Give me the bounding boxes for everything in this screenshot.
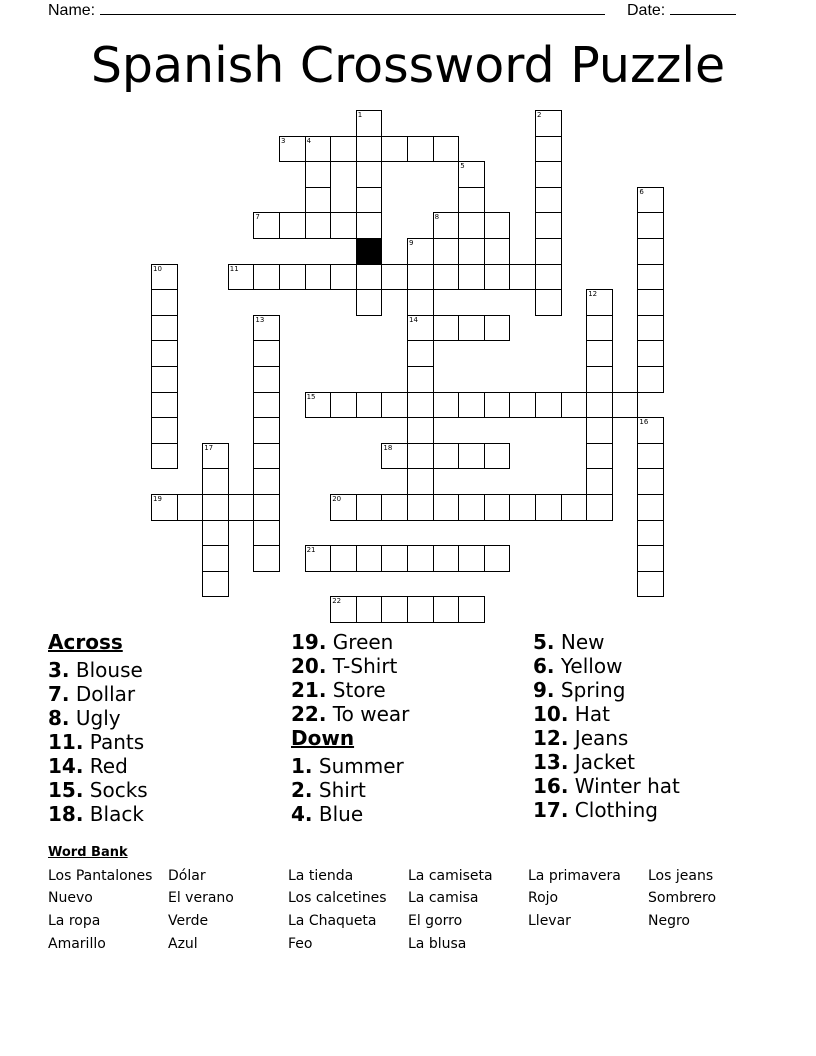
word-bank-item: La primavera	[528, 868, 621, 884]
grid-cell[interactable]	[253, 366, 280, 393]
grid-cell[interactable]	[330, 212, 357, 239]
cell-number: 15	[306, 392, 316, 401]
word-bank-item: Verde	[168, 913, 209, 929]
grid-cell[interactable]	[381, 494, 408, 521]
grid-cell[interactable]	[356, 596, 383, 623]
grid-cell[interactable]	[253, 494, 280, 521]
clue	[533, 726, 680, 750]
clue-number: 1.	[291, 754, 313, 778]
clue-number: 10.	[533, 702, 569, 726]
cell-number: 5	[460, 162, 465, 171]
word-bank-item: La camisa	[408, 890, 479, 906]
word-bank-item: La camiseta	[408, 868, 493, 884]
cell-number: 17	[204, 443, 214, 452]
clue-number: 9.	[533, 678, 555, 702]
grid-cell[interactable]	[535, 161, 562, 188]
grid-cell[interactable]	[509, 392, 536, 419]
word-bank-item: Los Pantalones	[48, 868, 153, 884]
grid-cell[interactable]	[612, 392, 639, 419]
clue-text: Pants	[83, 730, 145, 754]
word-bank-item: El verano	[168, 890, 234, 906]
cell-number: 6	[639, 187, 644, 196]
clue	[533, 750, 680, 774]
grid-cell[interactable]	[356, 161, 383, 188]
grid-cell[interactable]	[202, 571, 229, 598]
cell-number: 16	[639, 418, 649, 427]
grid-cell[interactable]	[458, 264, 485, 291]
word-bank-item: La blusa	[408, 936, 467, 952]
grid-cell[interactable]	[381, 596, 408, 623]
grid-cell[interactable]	[407, 289, 434, 316]
grid-cell[interactable]	[637, 315, 664, 342]
clue-number: 8.	[48, 706, 70, 730]
grid-cell[interactable]	[535, 238, 562, 265]
grid-cell[interactable]	[305, 187, 332, 214]
grid-cell[interactable]	[253, 520, 280, 547]
grid-cell[interactable]	[637, 443, 664, 470]
grid-cell[interactable]	[637, 289, 664, 316]
clue-number: 16.	[533, 774, 569, 798]
grid-cell[interactable]	[202, 545, 229, 572]
grid-cell[interactable]	[151, 315, 178, 342]
grid-cell[interactable]	[305, 264, 332, 291]
grid-cell[interactable]	[561, 392, 588, 419]
clue-number: 2.	[291, 778, 313, 802]
cell-number: 1	[357, 111, 363, 119]
cell-number: 4	[306, 136, 312, 145]
clue	[48, 754, 148, 778]
grid-cell[interactable]	[484, 212, 511, 239]
name-field[interactable]	[48, 0, 605, 20]
grid-cell[interactable]	[381, 392, 408, 419]
clue-text: Summer	[312, 754, 404, 778]
clue	[533, 630, 680, 654]
grid-cell[interactable]	[407, 136, 434, 163]
grid-cell[interactable]	[407, 494, 434, 521]
name-blank[interactable]	[100, 0, 605, 15]
clue-number: 14.	[48, 754, 84, 778]
grid-cell[interactable]	[535, 392, 562, 419]
grid-cell[interactable]	[535, 187, 562, 214]
date-label: Date:	[627, 2, 666, 19]
clue-number: 22.	[291, 702, 327, 726]
grid-cell[interactable]	[330, 545, 357, 572]
word-bank-item: Rojo	[528, 890, 559, 906]
grid-cell[interactable]	[356, 136, 383, 163]
grid-cell[interactable]	[151, 289, 178, 316]
word-bank-item: La ropa	[48, 913, 101, 929]
grid-cell[interactable]	[279, 264, 306, 291]
grid-cell[interactable]	[407, 340, 434, 367]
word-bank-item: La Chaqueta	[288, 913, 377, 929]
grid-cell[interactable]	[202, 520, 229, 547]
grid-cell[interactable]	[228, 494, 255, 521]
clue-number: 12.	[533, 726, 569, 750]
word-bank-title: Word Bank	[48, 845, 128, 860]
clue-number: 4.	[291, 802, 313, 826]
grid-cell[interactable]	[458, 392, 485, 419]
word-bank-item: Azul	[168, 936, 198, 952]
clue-text: Ugly	[69, 706, 121, 730]
word-bank-item: Los jeans	[648, 868, 714, 884]
black-square	[356, 238, 383, 265]
cell-number: 22	[332, 597, 342, 606]
grid-cell[interactable]	[330, 392, 357, 419]
grid-cell[interactable]	[586, 340, 613, 367]
word-bank-item: Nuevo	[48, 890, 93, 906]
cell-number: 2	[537, 111, 542, 119]
word-bank-item: Amarillo	[48, 936, 106, 952]
grid-cell[interactable]	[484, 443, 511, 470]
grid-cell[interactable]	[356, 264, 383, 291]
grid-cell[interactable]	[279, 212, 306, 239]
clue	[533, 774, 680, 798]
grid-cell[interactable]	[381, 136, 408, 163]
clue	[291, 754, 409, 778]
grid-cell[interactable]	[177, 494, 204, 521]
grid-cell[interactable]	[586, 315, 613, 342]
clue	[48, 802, 148, 826]
clue-text: New	[554, 630, 605, 654]
clue	[291, 678, 409, 702]
grid-cell[interactable]	[330, 136, 357, 163]
word-bank-item: La tienda	[288, 868, 354, 884]
grid-cell[interactable]	[458, 212, 485, 239]
grid-cell[interactable]	[433, 545, 460, 572]
grid-cell[interactable]	[458, 596, 485, 623]
grid-cell[interactable]	[356, 212, 383, 239]
clue	[533, 678, 680, 702]
clue-text: Clothing	[568, 798, 658, 822]
page-title: Spanish Crossword Puzzle	[90, 37, 726, 94]
grid-cell[interactable]	[151, 443, 178, 470]
clue-text: Green	[326, 630, 394, 654]
grid-cell[interactable]	[637, 366, 664, 393]
clue-text: Dollar	[69, 682, 136, 706]
word-bank-item: Sombrero	[648, 890, 717, 906]
grid-cell[interactable]	[458, 443, 485, 470]
clues-column-1	[48, 630, 148, 826]
clue-text: To wear	[326, 702, 410, 726]
grid-cell[interactable]	[433, 264, 460, 291]
grid-cell[interactable]	[407, 417, 434, 444]
grid-cell[interactable]	[253, 468, 280, 495]
clue-number: 7.	[48, 682, 70, 706]
grid-cell[interactable]	[484, 545, 511, 572]
cell-number: 3	[281, 136, 286, 145]
cell-number: 9	[409, 239, 414, 247]
grid-cell[interactable]	[151, 392, 178, 419]
clue	[48, 730, 148, 754]
grid-cell[interactable]	[253, 417, 280, 444]
clue-text: Red	[83, 754, 128, 778]
grid-cell[interactable]	[458, 187, 485, 214]
clue-text: Hat	[568, 702, 610, 726]
cell-number: 21	[306, 546, 316, 555]
clue-number: 17.	[533, 798, 569, 822]
grid-cell[interactable]	[151, 340, 178, 367]
word-bank-item: Los calcetines	[288, 890, 387, 906]
grid-cell[interactable]	[458, 545, 485, 572]
grid-cell[interactable]	[356, 494, 383, 521]
grid-cell[interactable]	[407, 264, 434, 291]
across-heading: Across	[48, 630, 123, 654]
clues-column-2	[291, 630, 409, 826]
clue-number: 3.	[48, 658, 70, 682]
clue-text: Black	[83, 802, 144, 826]
clue	[291, 702, 409, 726]
grid-cell[interactable]	[561, 494, 588, 521]
clue	[291, 778, 409, 802]
cell-number: 20	[332, 495, 342, 503]
grid-cell[interactable]	[484, 392, 511, 419]
cell-number: 18	[383, 443, 393, 452]
grid-cell[interactable]	[202, 468, 229, 495]
clue	[48, 778, 148, 802]
grid-cell[interactable]	[535, 264, 562, 291]
grid-cell[interactable]	[637, 545, 664, 572]
clue	[291, 630, 409, 654]
cell-number: 13	[255, 315, 265, 324]
grid-cell[interactable]	[381, 545, 408, 572]
clue-number: 20.	[291, 654, 327, 678]
clue-text: Jacket	[568, 750, 635, 774]
clue-number: 5.	[533, 630, 555, 654]
cell-number: 14	[409, 315, 418, 324]
grid-cell[interactable]	[586, 443, 613, 470]
grid-cell[interactable]	[637, 468, 664, 495]
grid-cell[interactable]	[509, 494, 536, 521]
grid-cell[interactable]	[202, 494, 229, 521]
clue-text: Blue	[312, 802, 364, 826]
clue-text: Spring	[554, 678, 626, 702]
clue-text: Shirt	[312, 778, 366, 802]
grid-cell[interactable]	[253, 545, 280, 572]
grid-cell[interactable]	[433, 392, 460, 419]
grid-cell[interactable]	[586, 392, 613, 419]
clue-text: Socks	[83, 778, 148, 802]
clue	[533, 798, 680, 822]
grid-cell[interactable]	[586, 366, 613, 393]
grid-cell[interactable]	[535, 212, 562, 239]
grid-cell[interactable]	[458, 494, 485, 521]
clue-number: 11.	[48, 730, 84, 754]
grid-cell[interactable]	[586, 417, 613, 444]
clue-text: Yellow	[554, 654, 623, 678]
grid-cell[interactable]	[151, 417, 178, 444]
word-bank-item: Negro	[648, 913, 690, 929]
grid-cell[interactable]	[407, 366, 434, 393]
word-bank-item: Dólar	[168, 868, 206, 884]
date-field[interactable]	[627, 0, 736, 20]
grid-cell[interactable]	[535, 289, 562, 316]
clue-number: 13.	[533, 750, 569, 774]
grid-cell[interactable]	[433, 596, 460, 623]
grid-cell[interactable]	[356, 545, 383, 572]
date-blank[interactable]	[670, 0, 736, 15]
clue	[533, 654, 680, 678]
grid-cell[interactable]	[433, 443, 460, 470]
clues-column-3	[533, 630, 680, 822]
grid-cell[interactable]	[151, 366, 178, 393]
clue	[533, 702, 680, 726]
grid-cell[interactable]	[458, 238, 485, 265]
grid-cell[interactable]	[433, 315, 460, 342]
cell-number: 10	[153, 264, 162, 273]
grid-cell[interactable]	[637, 571, 664, 598]
grid-cell[interactable]	[458, 315, 485, 342]
clue	[48, 658, 148, 682]
grid-cell[interactable]	[637, 264, 664, 291]
grid-cell[interactable]	[356, 289, 383, 316]
grid-cell[interactable]	[586, 494, 613, 521]
grid-cell[interactable]	[381, 264, 408, 291]
clue-number: 18.	[48, 802, 84, 826]
grid-cell[interactable]	[407, 545, 434, 572]
grid-cell[interactable]	[253, 443, 280, 470]
clue	[291, 654, 409, 678]
cell-number: 19	[153, 495, 162, 503]
grid-cell[interactable]	[484, 315, 511, 342]
cell-number: 8	[434, 213, 440, 222]
grid-cell[interactable]	[253, 264, 280, 291]
clue	[48, 682, 148, 706]
grid-cell[interactable]	[433, 136, 460, 163]
cell-number: 7	[255, 213, 260, 222]
grid-cell[interactable]	[484, 494, 511, 521]
grid-cell[interactable]	[637, 238, 664, 265]
clue-text: T-Shirt	[326, 654, 398, 678]
grid-cell[interactable]	[356, 392, 383, 419]
grid-cell[interactable]	[535, 136, 562, 163]
grid-cell[interactable]	[586, 468, 613, 495]
clue-number: 6.	[533, 654, 555, 678]
grid-cell[interactable]	[305, 161, 332, 188]
grid-cell[interactable]	[637, 520, 664, 547]
grid-cell[interactable]	[484, 264, 511, 291]
clue-text: Jeans	[568, 726, 629, 750]
grid-cell[interactable]	[253, 392, 280, 419]
clue-number: 15.	[48, 778, 84, 802]
clue-text: Store	[326, 678, 386, 702]
grid-cell[interactable]	[330, 264, 357, 291]
name-label: Name:	[48, 2, 96, 19]
word-bank-item: Llevar	[528, 913, 571, 929]
clue	[48, 706, 148, 730]
grid-cell[interactable]	[535, 494, 562, 521]
grid-cell[interactable]	[637, 212, 664, 239]
grid-cell[interactable]	[637, 340, 664, 367]
word-bank-item: Feo	[288, 936, 313, 952]
grid-cell[interactable]	[484, 238, 511, 265]
grid-cell[interactable]	[407, 443, 434, 470]
clue	[291, 802, 409, 826]
grid-cell[interactable]	[509, 264, 536, 291]
word-bank-item: El gorro	[408, 913, 463, 929]
cell-number: 12	[588, 290, 598, 299]
clue-number: 19.	[291, 630, 327, 654]
down-heading: Down	[291, 726, 355, 750]
grid-cell[interactable]	[407, 392, 434, 419]
grid-cell[interactable]	[356, 187, 383, 214]
clue-text: Blouse	[69, 658, 143, 682]
clue-text: Winter hat	[568, 774, 680, 798]
cell-number: 11	[229, 264, 239, 273]
grid-cell[interactable]	[407, 468, 434, 495]
grid-cell[interactable]	[637, 494, 664, 521]
grid-cell[interactable]	[253, 340, 280, 367]
grid-cell[interactable]	[433, 494, 460, 521]
grid-cell[interactable]	[305, 212, 332, 239]
grid-cell[interactable]	[407, 596, 434, 623]
clue-number: 21.	[291, 678, 327, 702]
